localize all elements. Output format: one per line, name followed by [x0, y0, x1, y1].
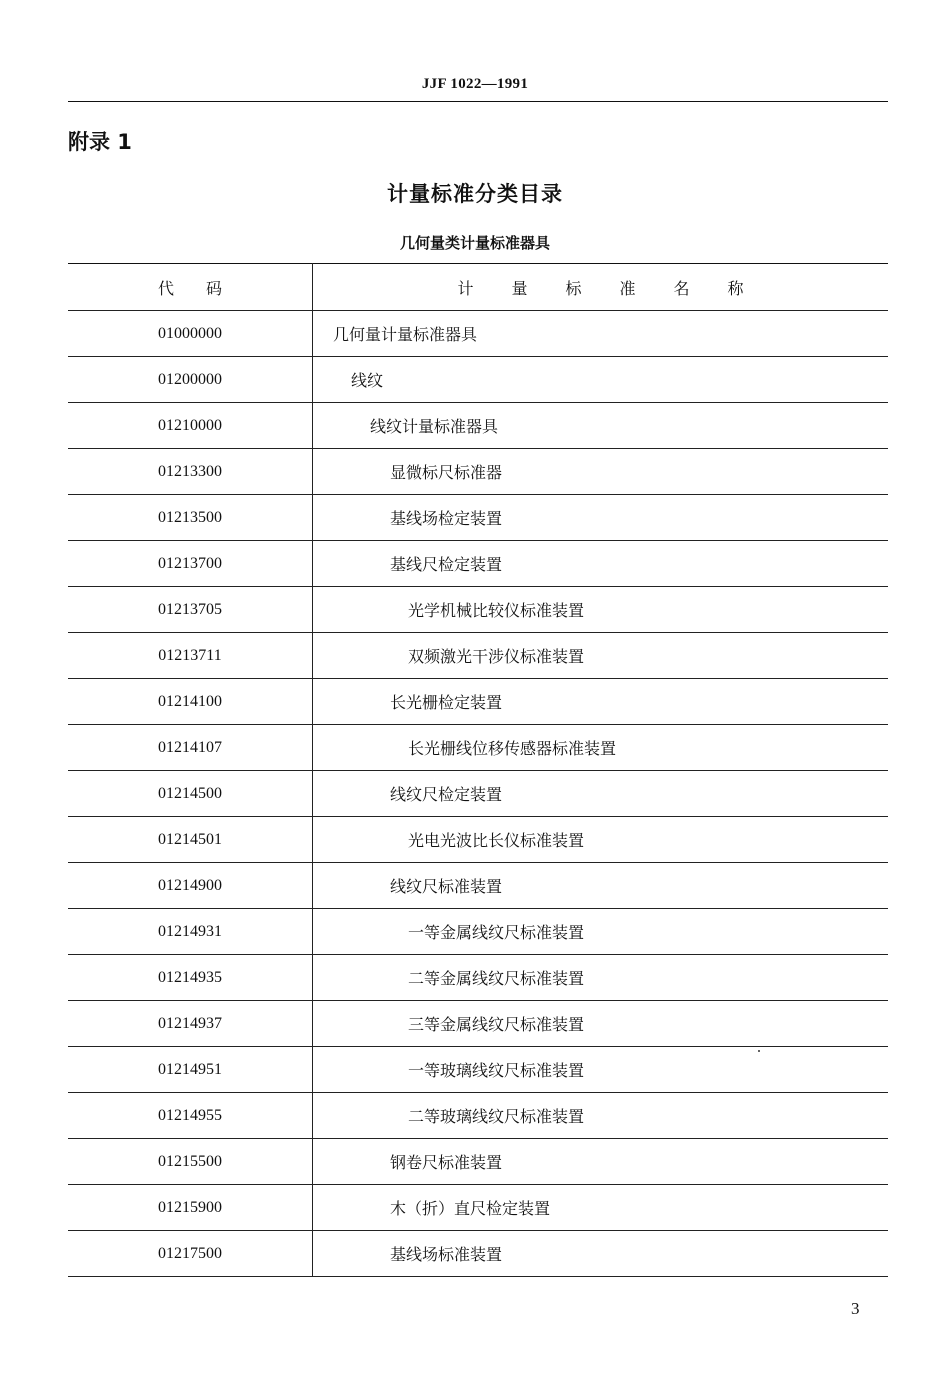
table-row [68, 817, 888, 863]
table-row [68, 449, 888, 495]
name-header-char: 准 [619, 278, 636, 298]
code-cell: 01215900 [68, 1185, 313, 1231]
table-row [68, 1047, 888, 1093]
name-cell: 长光栅线位移传感器标准装置 [313, 725, 889, 771]
name-cell: 长光栅检定装置 [313, 679, 889, 725]
name-header-char: 量 [511, 278, 528, 298]
code-cell: 01215500 [68, 1139, 313, 1185]
code-cell: 01213700 [68, 541, 313, 587]
name-cell: 基线尺检定装置 [313, 541, 889, 587]
table-row [68, 1231, 888, 1277]
code-cell: 01213705 [68, 587, 313, 633]
table-row [68, 1093, 888, 1139]
code-cell: 01214931 [68, 909, 313, 955]
code-cell: 01213300 [68, 449, 313, 495]
name-header-char: 名 [673, 278, 690, 298]
code-cell: 01214500 [68, 771, 313, 817]
table-row [68, 587, 888, 633]
name-cell: 线纹 [313, 357, 889, 403]
name-header-char: 标 [565, 278, 582, 298]
name-cell: 线纹尺检定装置 [313, 771, 889, 817]
name-cell: 光电光波比长仪标准装置 [313, 817, 889, 863]
code-cell: 01214501 [68, 817, 313, 863]
name-header-char: 计 [457, 278, 474, 298]
code-cell: 01214100 [68, 679, 313, 725]
table-row [68, 955, 888, 1001]
table-header-row [68, 264, 888, 311]
appendix-label: 附录 1 [68, 130, 132, 154]
table-subtitle: 几何量类计量标准器具 [399, 234, 550, 252]
table-row [68, 909, 888, 955]
scan-speck [758, 1050, 760, 1052]
table-row [68, 357, 888, 403]
code-header-char: 代 [157, 278, 174, 298]
header-standard-code: JJF 1022—1991 [421, 76, 529, 92]
table-row [68, 633, 888, 679]
table-row [68, 1185, 888, 1231]
catalog-table [68, 263, 888, 1277]
code-cell: 01217500 [68, 1231, 313, 1277]
code-header-char: 码 [206, 278, 223, 298]
table-row [68, 679, 888, 725]
name-cell: 光学机械比较仪标准装置 [313, 587, 889, 633]
code-cell: 01210000 [68, 403, 313, 449]
name-cell: 三等金属线纹尺标准装置 [313, 1001, 889, 1047]
table-row [68, 495, 888, 541]
table-row [68, 863, 888, 909]
catalog-body [68, 311, 888, 1277]
name-cell: 线纹计量标准器具 [313, 403, 889, 449]
table-row [68, 771, 888, 817]
name-header-char: 称 [727, 278, 744, 298]
name-cell: 木（折）直尺检定装置 [313, 1185, 889, 1231]
table-row [68, 725, 888, 771]
code-cell: 01000000 [68, 311, 313, 357]
header-rule [68, 101, 888, 102]
table-row [68, 403, 888, 449]
name-cell: 二等玻璃线纹尺标准装置 [313, 1093, 889, 1139]
code-cell: 01214935 [68, 955, 313, 1001]
name-cell: 一等金属线纹尺标准装置 [313, 909, 889, 955]
page-number: 3 [851, 1299, 860, 1318]
name-cell: 几何量计量标准器具 [313, 311, 889, 357]
name-cell: 线纹尺标准装置 [313, 863, 889, 909]
name-cell: 基线场检定装置 [313, 495, 889, 541]
table-row [68, 311, 888, 357]
code-column-header [68, 264, 313, 311]
code-cell: 01214107 [68, 725, 313, 771]
page-title: 计量标准分类目录 [387, 182, 563, 206]
code-cell: 01214900 [68, 863, 313, 909]
table-row [68, 1139, 888, 1185]
code-cell: 01213500 [68, 495, 313, 541]
code-cell: 01214955 [68, 1093, 313, 1139]
table-row [68, 1001, 888, 1047]
code-cell: 01214937 [68, 1001, 313, 1047]
name-cell: 双频激光干涉仪标准装置 [313, 633, 889, 679]
code-cell: 01213711 [68, 633, 313, 679]
name-cell: 钢卷尺标准装置 [313, 1139, 889, 1185]
name-cell: 二等金属线纹尺标准装置 [313, 955, 889, 1001]
name-cell: 显微标尺标准器 [313, 449, 889, 495]
code-cell: 01214951 [68, 1047, 313, 1093]
name-cell: 一等玻璃线纹尺标准装置 [313, 1047, 889, 1093]
code-cell: 01200000 [68, 357, 313, 403]
name-cell: 基线场标准装置 [313, 1231, 889, 1277]
table-row [68, 541, 888, 587]
name-column-header [313, 264, 889, 311]
